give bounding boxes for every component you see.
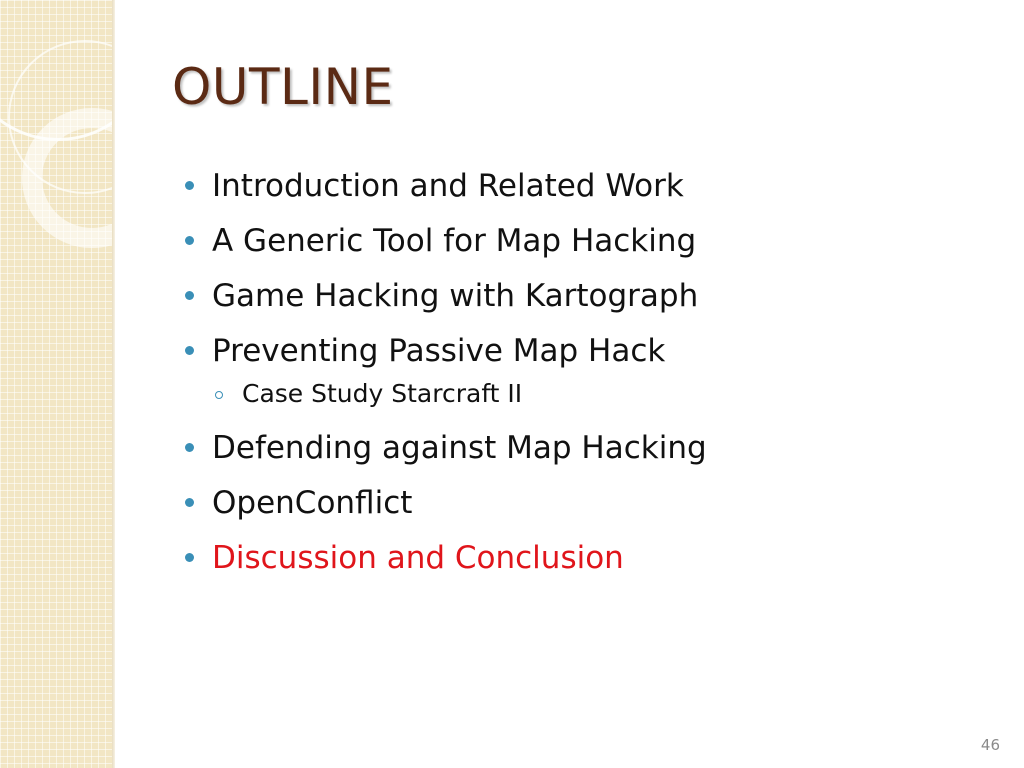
outline-item [182,331,982,371]
outline-item-label: Discussion and Conclusion [212,540,624,576]
outline-item-label: Defending against Map Hacking [212,430,707,466]
bullet-icon [185,498,194,507]
outline-item-label: OpenConflict [212,485,413,521]
bullet-icon [185,443,194,452]
outline-item [182,221,982,261]
outline-item-label: Introduction and Related Work [212,168,684,204]
bullet-icon [185,236,194,245]
sub-bullet-icon [215,391,223,399]
outline-item [182,276,982,316]
outline-item [182,166,982,206]
bullet-icon [185,346,194,355]
outline-subitem [182,378,982,410]
bullet-icon [185,181,194,190]
page-number: 46 [980,736,1000,754]
outline-item-label: A Generic Tool for Map Hacking [212,223,697,259]
outline-list [182,166,982,593]
outline-item [182,428,982,468]
outline-item-label: Preventing Passive Map Hack [212,333,666,369]
decorative-side-panel [0,0,112,768]
bullet-icon [185,553,194,562]
outline-item [182,483,982,523]
bullet-icon [185,291,194,300]
outline-item-label: Game Hacking with Kartograph [212,278,699,314]
outline-subitem-label: Case Study Starcraft II [242,379,523,408]
slide-title: OUTLINE [172,58,394,116]
outline-item-current [182,538,982,578]
panel-divider [112,0,115,768]
